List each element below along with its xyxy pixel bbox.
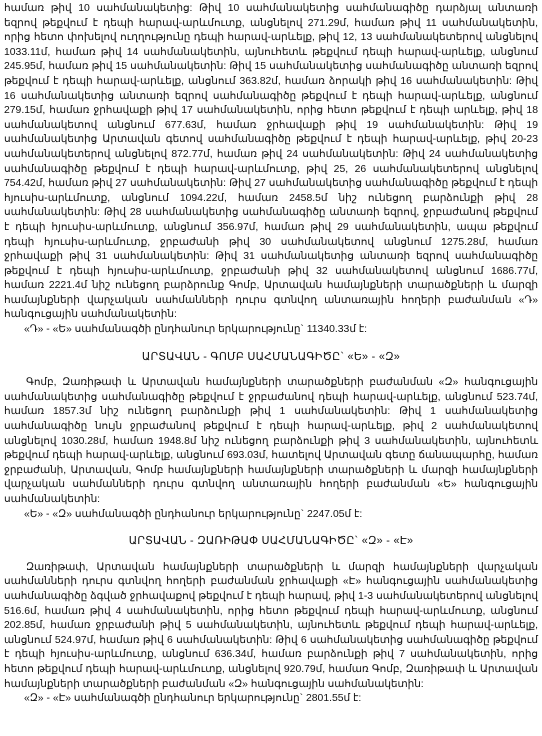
section3-body: Զառիթափ, Արտավան համայնքների տարածքների և մարզի համայնքների վարչական սահմանների դուրս գտնվող հողերի բաժանման ջրհավաքի «Է» հանգուցային սահմանակետից սահմանագիծը ձգված ջրհավաքով թեքվում է դեպի հարավ, թիվ 1-3 սահմանակետերով անցնելով 516.6մ, համառ թիվ 4 սահմանակետին, որից հետո թեքվում դեպի հարավ-արևմուտք, անցնում 202.85մ, համառ ջրբաժանի թիվ 5 սահմանակետին, այնուհետև թեքվում դեպի հարավ-արևելք, անցնում 524.97մ, համառ թիվ 6 սահմանակետին: Թիվ 6 սահմանակետից սահմանագիծը թեքվում է դեպի հյուսիս-արևմուտք, անցնում 636.34մ, համառ բարձունքի թիվ 7 սահմանակետին, որից հետո թեքվում դեպի հարավ-արևմուտք, անցնելով 920.79մ, համառ Գոմբ, Զառիթափ և Արտավան համայնքների տարածքների բաժանման «Զ» հանգուցային սահմանակետին:: [4, 561, 538, 690]
section1-summary: «Դ» - «Ե» սահմանագծի ընդհանուր երկարությունը` 11340.33մ է:: [24, 324, 368, 336]
section3-heading: ԱՐՏԱՎԱՆ - ԶԱՌԻԹԱՓ ՍԱՀՄԱՆԱԳԻԾԸ` «Զ» - «Է»: [128, 535, 414, 548]
section1-body: համառ թիվ 10 սահմանակետից: Թիվ 10 սահմանակետից սահմանագիծը դարձյալ անտառի եզրով թեքվում է դեպի հարավ-արևմուտք, անցնելով 271.29մ, համառ թիվ 11 սահմանակետին, որից հետո փոխելով ուղղությունը դեպի հարավ-արևելք, թիվ 12, 13 սահմանակետերով անցնելով 1033.11մ, համառ թիվ 14 սահմանակետին, այնուհետև թեքվում դեպի հարավ-արևելք, անցնում 245.95մ, համառ թիվ 15 սահմանակետին: Թիվ 15 սահմանակետից սահմանագիծը անտառի եզրով թեքվում է դեպի հարավ-արևելք, անցնում 363.82մ, համառ ձորակի թիվ 16 սահմանակետին: Թիվ 16 սահմանակետից անտառի եզրով սահմանագիծը թեքվում է դեպի հարավ-արևելք, անցնում 279.15մ, համառ ջրհավաքի թիվ 17 սահմանակետին, որից հետո թեքվում է դեպի արևելք, թիվ 18 սահմանակետով անցնում 677.63մ, համառ ջրհավաքի թիվ 19 սահմանակետին: Թիվ 19 սահմանակետից Արտավան գետով սահմանագիծը թեքվում է դեպի հարավ-արևելք, թիվ 20-23 սահմանակետերով անցնելով 872.77մ, համառ թիվ 24 սահմանակետին: Թիվ 24 սահմանակետից սահմանագիծը թեքվում է դեպի հարավ-արևմուտք, թիվ 25, 26 սահմանակետերով անցնելով 754.42մ, համառ թիվ 27 սահմանակետին: Թիվ 27 սահմանակետից սահմանագիծը թեքվում է դեպի հյուսիս-արևմուտք, անցնում 1094.22մ, համառ 2458.5մ նիշ ունեցող բարձունքի թիվ 28 սահմանակետին: Թիվ 28 սահմանակետից սահմանագիծը անտառի եզրով, ջրբաժանով թեքվում է դեպի հյուսիս-արևմուտք, անցնում 356.97մ, համառ թիվ 29 սահմանակետին, ապա թեքվում դեպի հյուսիս-արևմուտք, ջրբաժանի թիվ 30 սահմանակետով անցնում 1275.28մ, համառ ջրհավաքի թիվ 31 սահմանակետին: Թիվ 31 սահմանակետից անտառի եզրով սահմանագիծը թեքվում է դեպի հյուսիս-արևմուտք, ջրբաժանի թիվ 32 սահմանակետով անցնում 1686.77մ, համառ 2221.4մ նիշ ունեցող բարձրունք Գոմբ, Արտավան համայնքների տարածքների և մարզի համայնքների վարչական սահմանների դուրս գտնվող անտառային հողերի բաժանման «Դ» հանգուցային սահմանակետին:: [4, 3, 538, 321]
section2-body: Գոմբ, Զառիթափ և Արտավան համայնքների տարածքների բաժանման «Զ» հանգուցային սահմանակետից սահմանագիծը թեքվում է ջրբաժանով դեպի հարավ-արևելք, անցնում 523.74մ, համառ 1857.3մ նիշ ունեցող բարձունքի թիվ 1 սահմանակետին: Թիվ 1 սահմանակետից սահմանագիծը նույն ջրբաժանով թեքվում է դեպի հարավ-արևելք, թիվ 2 սահմանակետով անցնելով 1030.28մ, համառ 1948.8մ նիշ ունեցող բարձունքի թիվ 3 սահմանակետին, այնուհետև թեքվում դեպի հարավ-արևելք, անցնում 693.03մ, հատելով Արտավան գետը ճանապարհը, համառ ջրբաժանի, Արտավան, Գոմբ համայնքների համայնքների տարածքների և մարզի համայնքների վարչական սահմանների դուրս գտնվող անտառային հողերի բաժանման «Ե» հանգուցային սահմանակետին:: [4, 377, 538, 505]
section2-summary: «Ե» - «Զ» սահմանագծի ընդհանուր երկարությունը` 2247.05մ է:: [24, 508, 363, 520]
section2-heading: ԱՐՏԱՎԱՆ - ԳՈՄԲ ՍԱՀՄԱՆԱԳԻԾԸ` «Ե» - «Զ»: [141, 350, 401, 363]
section3-summary: «Զ» - «Է» սահմանագծի ընդհանուր երկարությունը` 2801.55մ է:: [24, 693, 362, 705]
